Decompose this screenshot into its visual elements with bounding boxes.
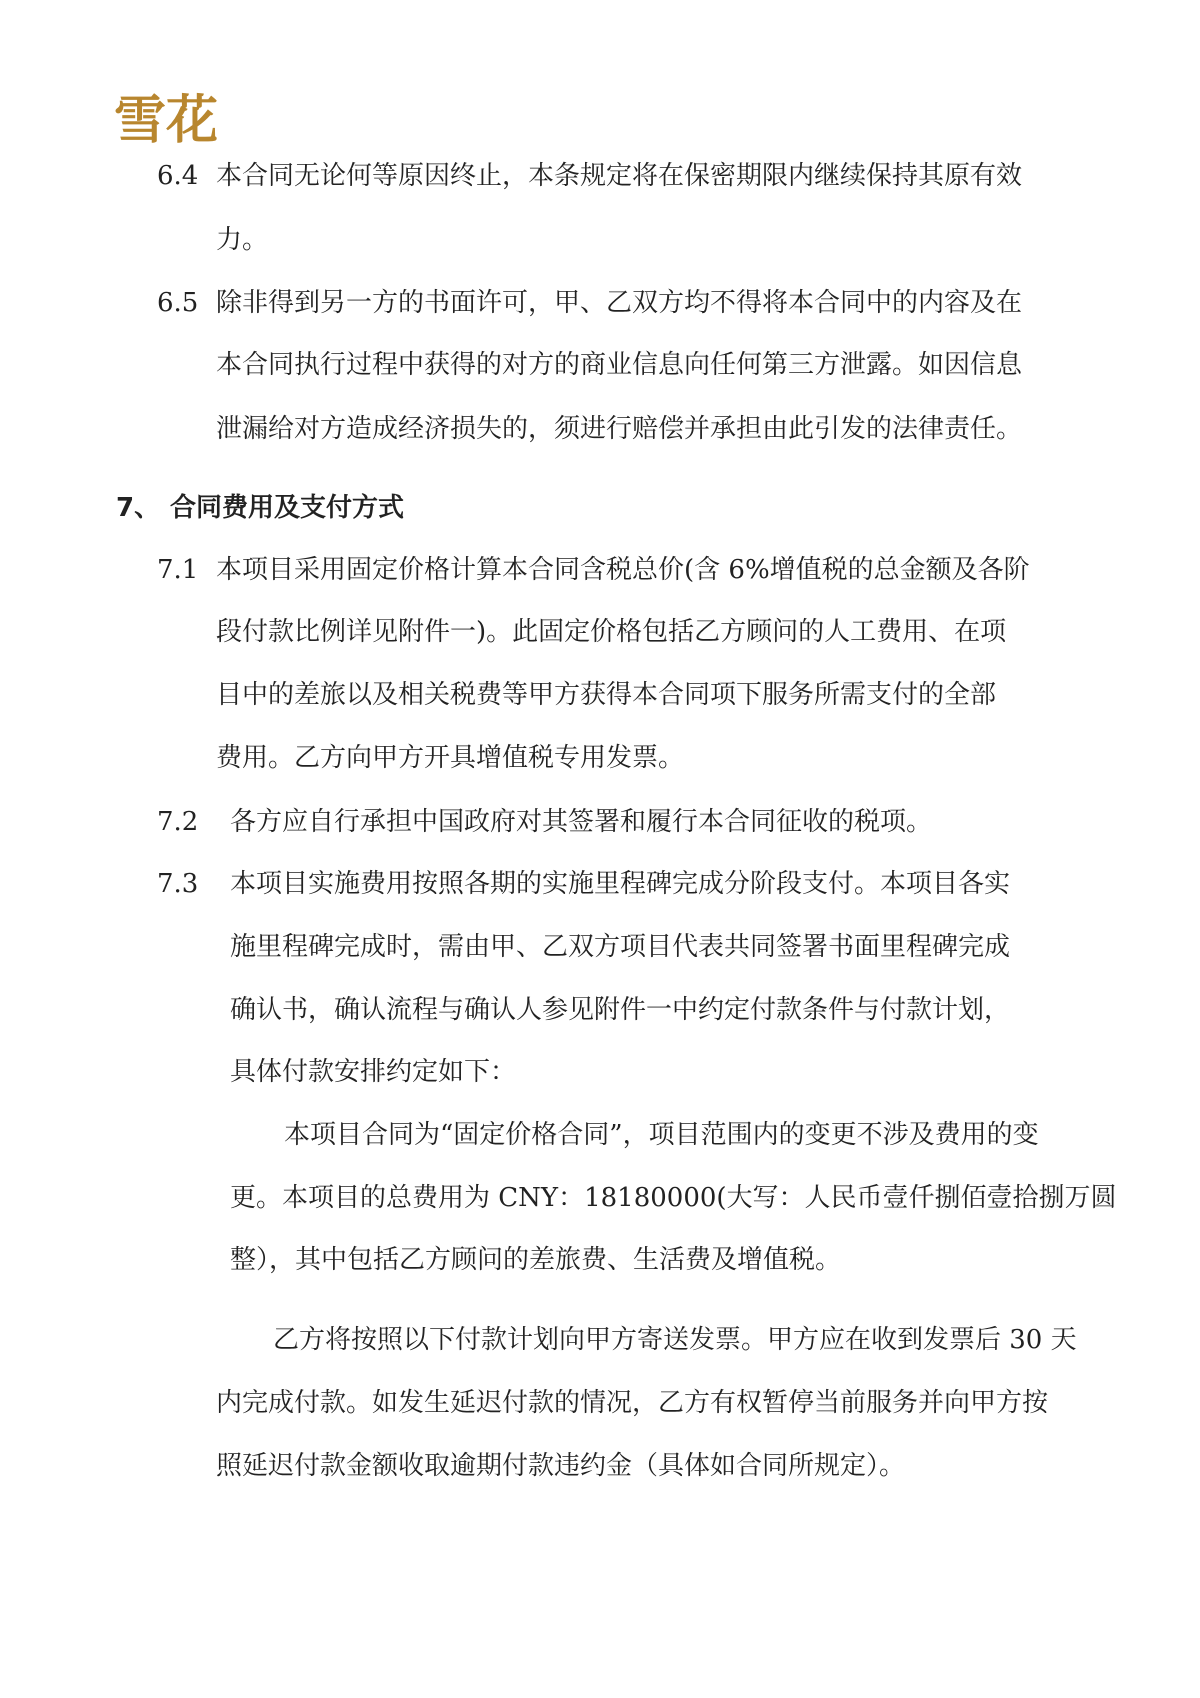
clause-text-line: 照延迟付款金额收取逾期付款违约金（具体如合同所规定）。 (216, 1451, 906, 1481)
snow-brand-logo (114, 90, 230, 146)
clause-number: 6.5 (157, 288, 199, 318)
clause-number: 7.3 (157, 869, 199, 899)
section-title: 合同费用及支付方式 (170, 493, 405, 523)
section-number: 7、 (116, 493, 161, 523)
clause-text-line: 段付款比例详见附件一)。此固定价格包括乙方顾问的人工费用、在项 (216, 617, 1007, 647)
clause-number: 6.4 (157, 161, 199, 191)
clause-text-line: 施里程碑完成时，需由甲、乙双方项目代表共同签署书面里程碑完成 (230, 932, 1011, 962)
svg-text:雪花: 雪花 (114, 91, 219, 146)
clause-number: 7.2 (157, 807, 199, 837)
clause-text-line: 内完成付款。如发生延迟付款的情况，乙方有权暂停当前服务并向甲方按 (216, 1388, 1049, 1418)
clause-text-line: 本项目合同为“固定价格合同”，项目范围内的变更不涉及费用的变 (284, 1120, 1039, 1150)
clause-text-line: 确认书，确认流程与确认人参见附件一中约定付款条件与付款计划， (230, 995, 1011, 1025)
clause-text-line: 整），其中包括乙方顾问的差旅费、生活费及增值税。 (230, 1245, 842, 1275)
clause-text-line: 各方应自行承担中国政府对其签署和履行本合同征收的税项。 (230, 807, 933, 837)
clause-text-line: 目中的差旅以及相关税费等甲方获得本合同项下服务所需支付的全部 (216, 680, 997, 710)
clause-text-line: 本合同无论何等原因终止，本条规定将在保密期限内继续保持其原有效 (216, 161, 1023, 191)
clause-text-line: 乙方将按照以下付款计划向甲方寄送发票。甲方应在收到发票后 30 天 (273, 1325, 1077, 1355)
clause-text-line: 本合同执行过程中获得的对方的商业信息向任何第三方泄露。如因信息 (216, 350, 1023, 380)
clause-text-line: 费用。乙方向甲方开具增值税专用发票。 (216, 743, 685, 773)
clause-text-line: 具体付款安排约定如下： (230, 1057, 517, 1087)
clause-text-line: 除非得到另一方的书面许可，甲、乙双方均不得将本合同中的内容及在 (216, 288, 1023, 318)
clause-text-line: 本项目采用固定价格计算本合同含税总价(含 6%增值税的总金额及各阶 (216, 555, 1030, 585)
clause-text-line: 更。本项目的总费用为 CNY：18180000(大写：人民币壹仟捌佰壹拾捌万圆 (230, 1183, 1117, 1213)
clause-text-line: 泄漏给对方造成经济损失的，须进行赔偿并承担由此引发的法律责任。 (216, 414, 1023, 444)
clause-number: 7.1 (157, 555, 199, 585)
clause-text-line: 本项目实施费用按照各期的实施里程碑完成分阶段支付。本项目各实 (230, 869, 1011, 899)
clause-text-line: 力。 (216, 225, 269, 255)
